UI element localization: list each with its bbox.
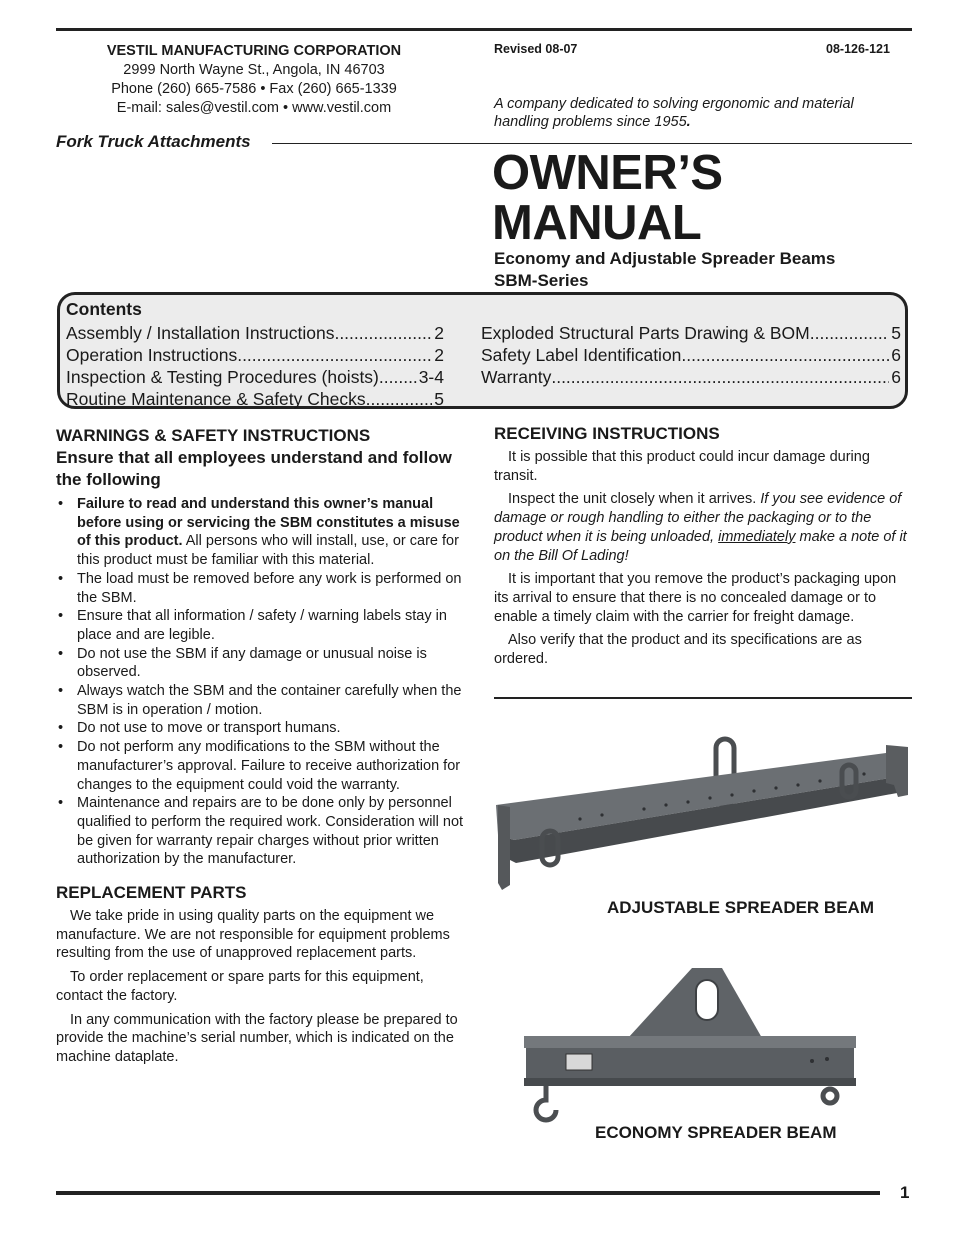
bullet-bold-text: Failure to read and understand this owner’s manual before using or servicing the SBM constitutes a misuse of this product. [77, 496, 460, 550]
list-item: • Always watch the SBM and the container carefully when the SBM is in operation / motion. [56, 682, 470, 719]
receiving-paragraph: It is important that you remove the product’s packaging upon its arrival to ensure that there is no concealed damage or to enable a timely claim with the carrier for freight damage. [494, 571, 897, 625]
company-phone-fax: Phone (260) 665-7586 • Fax (260) 665-1339 [111, 81, 397, 97]
company-name: VESTIL MANUFACTURING CORPORATION [106, 43, 402, 59]
subtitle-line-2: SBM-Series [494, 271, 589, 290]
toc-page: 6 [891, 345, 901, 365]
warnings-heading: WARNINGS & SAFETY INSTRUCTIONS [56, 426, 371, 445]
economy-beam-caption: ECONOMY SPREADER BEAM [595, 1123, 837, 1142]
top-rule [56, 28, 912, 31]
toc-leader [551, 366, 889, 388]
receiving-text: Inspect the unit closely when it arrives. [508, 491, 761, 508]
toc-page: 6 [891, 367, 901, 387]
toc-label: Safety Label Identification [481, 345, 682, 365]
page-number: 1 [900, 1183, 910, 1202]
contents-left-column [66, 322, 444, 410]
list-item: • Maintenance and repairs are to be done only by personnel qualified to perform the required work. Consideration will not be given for warranty repair charges without prior written authorization by the manufacturer. [56, 794, 470, 869]
beam-bottom-flange [524, 1078, 856, 1086]
toc-label: Inspection & Testing Procedures (hoists) [66, 367, 379, 387]
list-item: • Do not use to move or transport humans. [56, 719, 470, 738]
toc-entry[interactable] [66, 388, 444, 410]
toc-label: Operation Instructions [66, 345, 238, 365]
tagline-period: . [686, 114, 691, 130]
bullet-text: All persons who will install, use, or care for this product must be familiar with this material. [77, 533, 459, 569]
receiving-paragraph: It is possible that this product could incur damage during transit. [494, 449, 870, 484]
toc-label: Routine Maintenance & Safety Checks [66, 389, 366, 409]
hook-right [823, 1089, 837, 1103]
toc-entry[interactable] [66, 322, 444, 344]
hook-left [536, 1086, 556, 1120]
company-tagline [494, 95, 854, 131]
toc-leader [810, 322, 890, 344]
left-end-plate [498, 805, 510, 890]
toc-leader [237, 344, 432, 366]
receiving-heading: RECEIVING INSTRUCTIONS [494, 424, 720, 443]
manual-subtitle [494, 248, 835, 292]
toc-page: 5 [891, 323, 901, 343]
adjustable-beam-caption: ADJUSTABLE SPREADER BEAM [607, 898, 874, 917]
adjustable-spreader-beam-image [494, 735, 914, 895]
contents-box [57, 292, 908, 409]
list-item: • Do not use the SBM if any damage or unusual noise is observed. [56, 645, 470, 682]
receiving-underlined-text: immediately [718, 528, 796, 545]
left-column [56, 426, 470, 1072]
bail-eye [696, 980, 718, 1020]
revision-date: Revised 08-07 [494, 42, 578, 56]
replacement-heading: REPLACEMENT PARTS [56, 883, 247, 903]
toc-entry[interactable] [481, 344, 901, 366]
toc-entry[interactable] [481, 366, 901, 388]
toc-leader [681, 344, 889, 366]
subtitle-line-1: Economy and Adjustable Spreader Beams [494, 249, 836, 268]
company-email-web: E-mail: sales@vestil.com • www.vestil.com [116, 100, 392, 116]
bottom-rule [56, 1191, 880, 1195]
toc-label: Exploded Structural Parts Drawing & BOM [481, 323, 810, 343]
toc-page: 5 [434, 389, 444, 409]
toc-entry[interactable] [66, 366, 444, 388]
replacement-paragraph: We take pride in using quality parts on the equipment we manufacture. We are not responsible for equipment problems resulting from the use of unapproved replacement parts. [56, 908, 450, 962]
company-address: 2999 North Wayne St., Angola, IN 46703 [123, 62, 385, 78]
receiving-paragraph: Also verify that the product and its specifications are as ordered. [494, 632, 862, 668]
category-rule [272, 143, 912, 144]
beam-top-flange [524, 1036, 856, 1048]
toc-leader [366, 388, 433, 410]
toc-label: Assembly / Installation Instructions [66, 323, 335, 343]
section-divider [494, 697, 912, 699]
contents-heading: Contents [66, 299, 142, 319]
replacement-paragraph: In any communication with the factory please be prepared to provide the machine’s serial number, which is indicated on the machine dataplate. [56, 1011, 458, 1065]
category-title: Fork Truck Attachments [56, 132, 254, 152]
list-item [56, 495, 470, 570]
toc-entry[interactable] [66, 344, 444, 366]
toc-label: Warranty [481, 367, 552, 387]
list-item: • The load must be removed before any work is performed on the SBM. [56, 570, 470, 607]
dataplate [566, 1054, 592, 1070]
title-line-1: OWNER’S [492, 146, 723, 200]
toc-page: 2 [434, 323, 444, 343]
manual-title [492, 148, 723, 248]
document-number: 08-126-121 [826, 42, 890, 56]
contents-right-column [481, 322, 901, 388]
toc-leader [334, 322, 432, 344]
receiving-italic-text: If you see evidence of damage or rough handling to either the packaging or to the product when it is being unloaded, [494, 491, 902, 545]
economy-spreader-beam-image [522, 966, 862, 1128]
toc-page: 2 [434, 345, 444, 365]
company-block [56, 42, 452, 118]
receiving-italic-text: make a note of it on the Bill Of Lading! [494, 528, 907, 564]
receiving-paragraph [494, 490, 912, 565]
title-line-2: MANUAL [492, 196, 702, 250]
tagline-text: A company dedicated to solving ergonomic and material handling problems since 1955 [494, 96, 854, 130]
toc-page: 3-4 [418, 367, 444, 387]
toc-leader [379, 366, 417, 388]
replacement-paragraph: To order replacement or spare parts for this equipment, contact the factory. [56, 969, 424, 1004]
list-item: • Ensure that all information / safety / warning labels stay in place and are legible. [56, 607, 470, 644]
warnings-list [56, 495, 470, 869]
list-item: • Do not perform any modifications to the SBM without the manufacturer’s approval. Failure to receive authorization for changes to the equipment could void the warranty. [56, 738, 470, 794]
toc-entry[interactable] [481, 322, 901, 344]
warnings-subheading: Ensure that all employees understand and follow the following [56, 448, 452, 489]
right-column [494, 424, 912, 674]
